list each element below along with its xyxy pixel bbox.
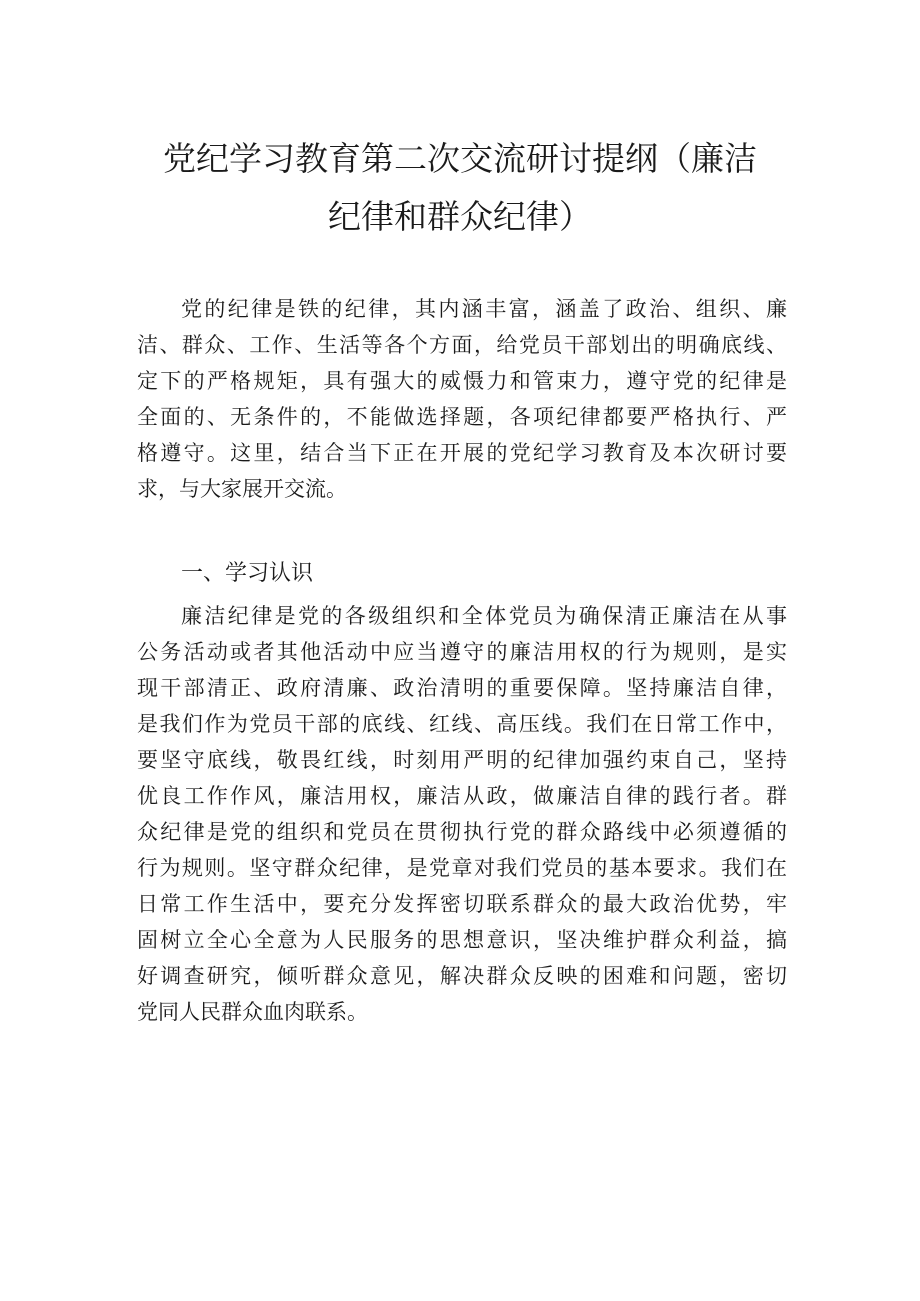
section-paragraph xyxy=(137,598,787,1030)
paragraph-line: 党的纪律是铁的纪律，其内涵丰富，涵盖了政治、组织、廉 xyxy=(181,297,787,321)
document-title xyxy=(120,130,800,246)
paragraph-line: 好调查研究，倾听群众意见，解决群众反映的困难和问题，密切 xyxy=(137,964,787,988)
paragraph-line: 全面的、无条件的，不能做选择题，各项纪律都要严格执行、严 xyxy=(137,405,787,429)
paragraph-line: 众纪律是党的组织和党员在贯彻执行党的群众路线中必须遵循的 xyxy=(137,820,787,844)
title-line: 党纪学习教育第二次交流研讨提纲（廉洁 xyxy=(163,139,757,178)
title-line: 纪律和群众纪律） xyxy=(328,197,592,236)
paragraph-line: 固树立全心全意为人民服务的思想意识，坚决维护群众利益，搞 xyxy=(137,928,787,952)
paragraph-line: 日常工作生活中，要充分发挥密切联系群众的最大政治优势，牢 xyxy=(137,892,787,916)
paragraph-line: 定下的严格规矩，具有强大的威慑力和管束力，遵守党的纪律是 xyxy=(137,369,787,393)
paragraph-line: 现干部清正、政府清廉、政治清明的重要保障。坚持廉洁自律， xyxy=(137,676,787,700)
paragraph-line: 洁、群众、工作、生活等各个方面，给党员干部划出的明确底线、 xyxy=(137,333,787,357)
intro-paragraph xyxy=(137,291,787,507)
paragraph-line: 公务活动或者其他活动中应当遵守的廉洁用权的行为规则，是实 xyxy=(137,640,787,664)
section-heading: 一、学习认识 xyxy=(181,561,314,586)
paragraph-line: 要坚守底线，敬畏红线，时刻用严明的纪律加强约束自己，坚持 xyxy=(137,748,787,772)
paragraph-line: 廉洁纪律是党的各级组织和全体党员为确保清正廉洁在从事 xyxy=(181,604,787,628)
paragraph-line: 格遵守。这里，结合当下正在开展的党纪学习教育及本次研讨要 xyxy=(137,441,787,465)
paragraph-line: 求，与大家展开交流。 xyxy=(137,477,347,501)
paragraph-line: 党同人民群众血肉联系。 xyxy=(137,1000,368,1024)
paragraph-line: 是我们作为党员干部的底线、红线、高压线。我们在日常工作中， xyxy=(137,712,787,736)
paragraph-line: 优良工作作风，廉洁用权，廉洁从政，做廉洁自律的践行者。群 xyxy=(137,784,787,808)
paragraph-line: 行为规则。坚守群众纪律，是党章对我们党员的基本要求。我们在 xyxy=(137,856,787,880)
